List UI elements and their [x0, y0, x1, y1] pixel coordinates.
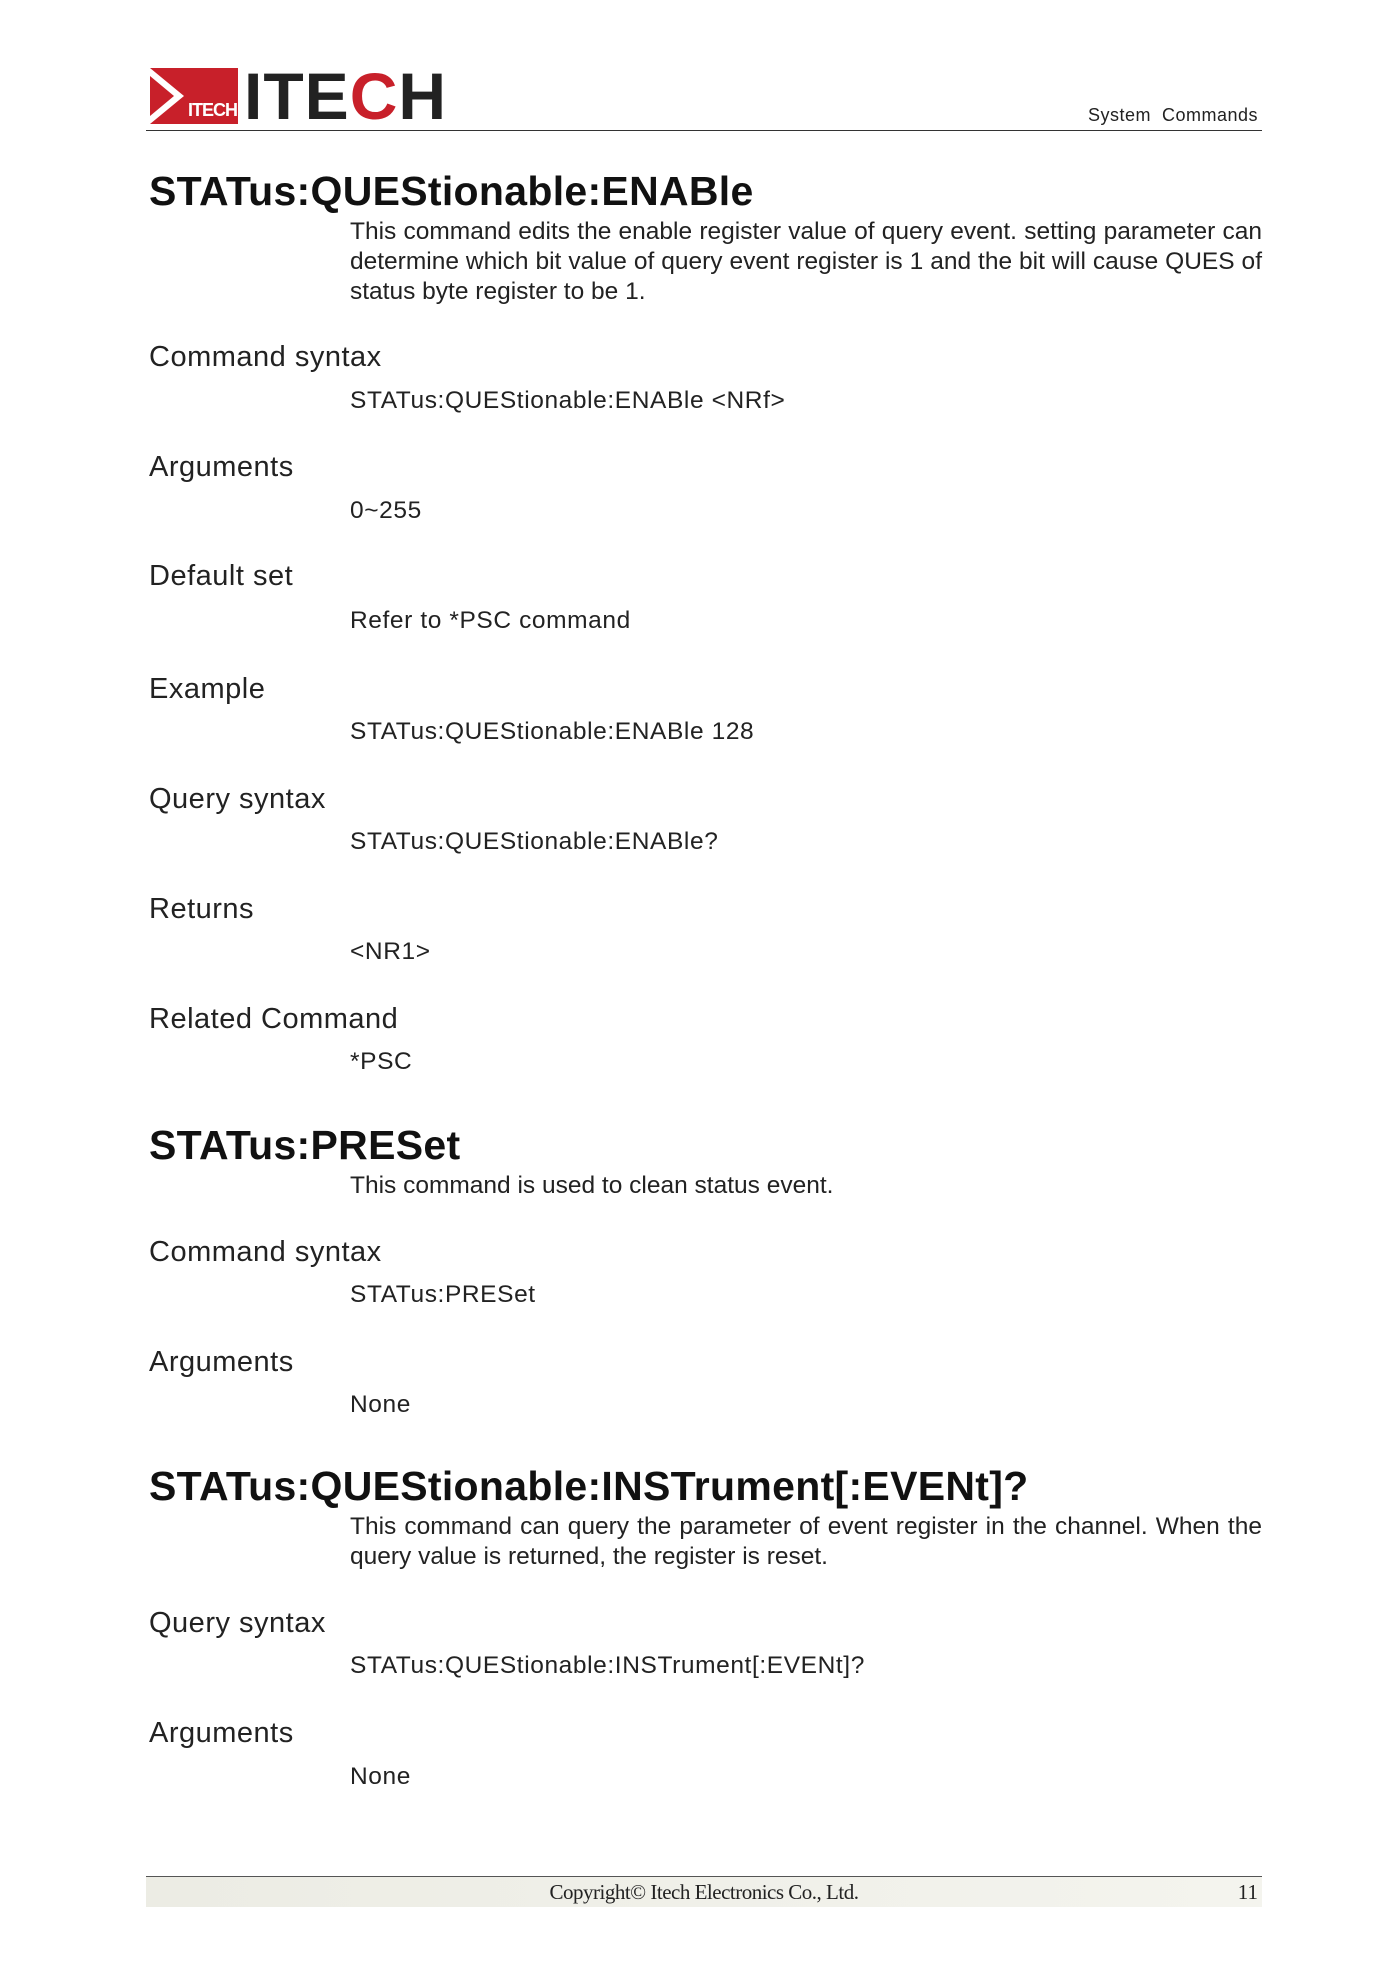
- command-description: This command is used to clean status event.: [350, 1172, 834, 1199]
- logo-text-c: C: [349, 59, 399, 133]
- field-label: Command syntax: [149, 341, 382, 373]
- field-value: *PSC: [350, 1048, 413, 1075]
- field-label: Returns: [149, 893, 255, 925]
- field-value: STATus:QUEStionable:ENABle <NRf>: [350, 387, 786, 414]
- field-value: STATus:QUEStionable:ENABle 128: [350, 718, 755, 745]
- field-label: Arguments: [149, 1346, 294, 1378]
- field-value: 0~255: [350, 497, 422, 524]
- field-value: <NR1>: [350, 938, 431, 965]
- command-title: STATus:PRESet: [149, 1122, 461, 1168]
- field-label: Default set: [149, 560, 294, 592]
- field-label: Query syntax: [149, 783, 326, 815]
- field-label: Example: [149, 673, 266, 705]
- logo-text-pre: ITE: [244, 59, 350, 133]
- field-value: STATus:QUEStionable:INSTrument[:EVENt]?: [350, 1652, 865, 1679]
- field-label: Arguments: [149, 1717, 294, 1749]
- field-label: Command syntax: [149, 1236, 382, 1268]
- command-title: STATus:QUEStionable:INSTrument[:EVENt]?: [149, 1463, 1029, 1509]
- logo-mark-icon: [150, 68, 238, 124]
- field-value: None: [350, 1391, 411, 1418]
- field-value: STATus:PRESet: [350, 1281, 536, 1308]
- field-value: Refer to *PSC command: [350, 607, 631, 634]
- page-header: [146, 59, 1262, 133]
- field-value: None: [350, 1763, 411, 1790]
- field-value: STATus:QUEStionable:ENABle?: [350, 828, 719, 855]
- itech-logo: [150, 59, 448, 133]
- page-number: 11: [1237, 1880, 1258, 1904]
- logo-wordmark: [244, 59, 448, 133]
- command-title: STATus:QUEStionable:ENABle: [149, 168, 754, 214]
- command-description: This command can query the parameter of event register in the channel. When the query value is returned, the register is reset.: [350, 1513, 1262, 1570]
- logo-small-text: ITECH: [188, 100, 237, 120]
- field-label: Query syntax: [149, 1607, 326, 1639]
- header-section-name: System Commands: [1087, 105, 1258, 125]
- field-label: Arguments: [149, 451, 294, 483]
- field-label: Related Command: [149, 1003, 399, 1035]
- logo-text-post: H: [398, 59, 448, 133]
- footer-copyright: Copyright© Itech Electronics Co., Ltd.: [549, 1880, 859, 1904]
- command-description: This command edits the enable register value of query event. setting parameter can determine which bit value of query event register is 1 and the bit will cause QUES of status byte register to be 1.: [350, 218, 1262, 305]
- page-footer: [146, 1876, 1262, 1907]
